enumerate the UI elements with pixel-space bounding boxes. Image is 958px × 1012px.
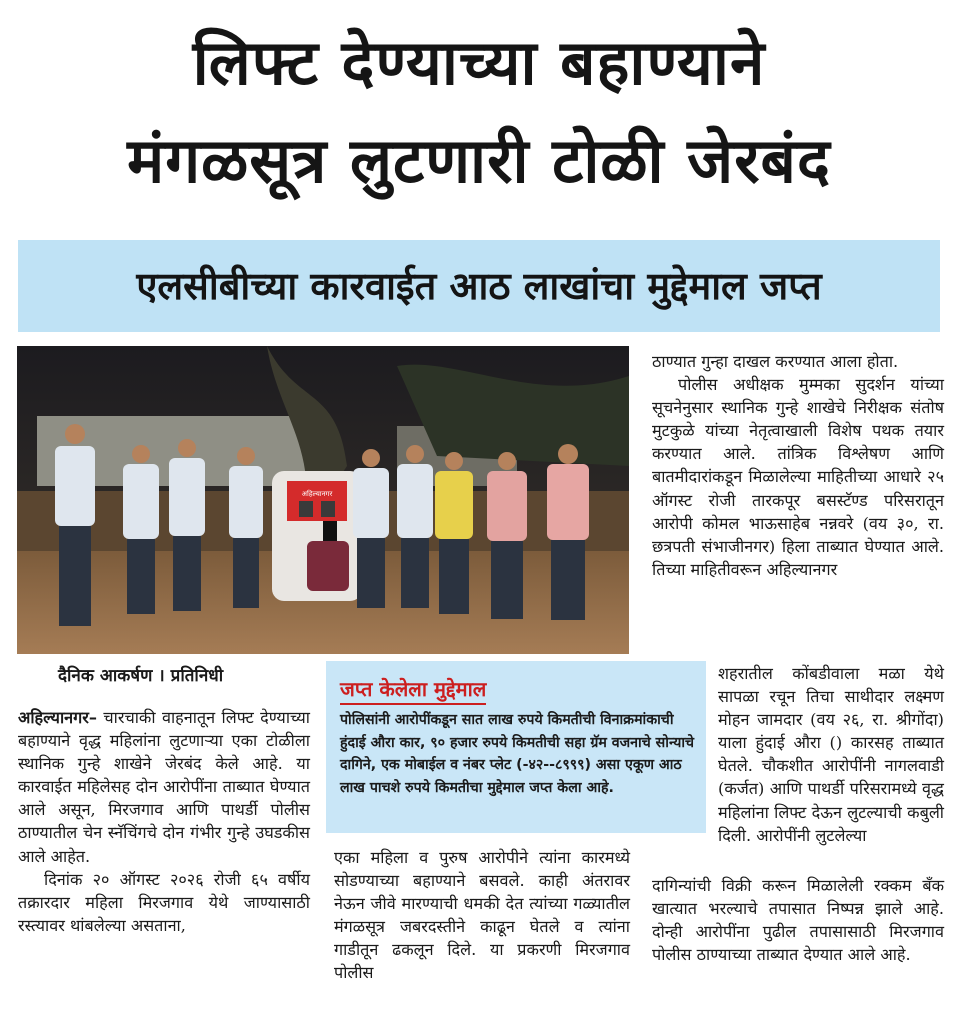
- police-team-photo: [17, 346, 629, 654]
- seized-property-box: [326, 661, 706, 833]
- subheadline-text: एलसीबीच्या कारवाईत आठ लाखांचा मुद्देमाल जप्त: [136, 264, 822, 308]
- dateline: अहिल्यानगर–: [18, 708, 97, 727]
- column3-para3: दागिन्यांची विक्री करून मिळालेली रक्कम बँक खात्यात भरल्याचे तपासात निष्पन्न झाले आहे. दोन्ही आरोपींना पुढील तपासासाठी मिरजगाव पोलीस ठाण्याच्या ताब्यात देण्यात आले आहे.: [652, 876, 944, 965]
- column1-para1: चारचाकी वाहनातून लिफ्ट देण्याच्या बहाण्याने वृद्ध महिलांना लुटणाऱ्या एका टोळीला स्थानिक गुन्हे शाखेने जेरबंद केले आहे. या कारवाईत महिलेसह दोन आरोपींना ताब्यात घेण्यात आले असून, मिरजगाव आणि पाथर्डी पोलीस ठाण्यातील चेन स्नॅचिंगचे दोन गंभीर गुन्हे उघडकीस आले आहेत.: [18, 708, 310, 866]
- article-column-1: [18, 706, 310, 937]
- seized-box-title: जप्त केलेला मुद्देमाल: [340, 677, 487, 701]
- article-column-3-top: [652, 350, 944, 581]
- byline: दैनिक आकर्षण । प्रतिनिधी: [58, 666, 224, 686]
- column2-para1: एका महिला व पुरुष आरोपीने त्यांना कारमध्ये सोडण्याच्या बहाण्याने बसवले. काही अंतरावर नेऊन जीवे मारण्याची धमकी देत त्यांच्या गळ्यातील मंगळसूत्र जबरदस्तीने काढून घेतले व त्यांना गाडीतून ढकलून दिले. या प्रकरणी मिरजगाव पोलीस: [334, 848, 630, 983]
- news-photo: [17, 346, 629, 654]
- column1-para2: दिनांक २० ऑगस्ट २०२६ रोजी ६५ वर्षीय तक्रारदार महिला मिरजगाव येथे जाण्यासाठी रस्त्यावर थांबलेल्या असताना,: [18, 869, 310, 935]
- column3-top-line: ठाण्यात गुन्हा दाखल करण्यात आला होता.: [652, 352, 899, 371]
- headline-line-2: मंगळसूत्र लुटणारी टोळी जेरबंद: [127, 124, 831, 197]
- seized-box-text: पोलिसांनी आरोपींकडून सात लाख रुपये किमतीची विनाक्रमांकाची हुंदाई औरा कार, ९० हजार रुपये किमतीची सहा ग्रॅम वजनाचे सोन्याचे दागिने, एक मोबाईल व नंबर प्लेट (-४२--८९९९) असा एकूण आठ लाख पाचशे रुपये किमतीचा मुद्देमाल जप्त केला आहे.: [340, 712, 695, 796]
- headline-line-1: लिफ्ट देण्याच्या बहाण्याने: [192, 26, 766, 99]
- article-column-3-bottom: [652, 874, 944, 966]
- column3-para2: शहरातील कोंबडीवाला मळा येथे सापळा रचून तिचा साथीदार लक्ष्मण मोहन जामदार (वय २६, रा. श्रीगोंदा) याला हुंदाई औरा () कारसह ताब्यात घेतले. चौकशीत आरोपींनी नागलवाडी (कर्जत) आणि पाथर्डी परिसरामध्ये वृद्ध महिलांना लिफ्ट देऊन लुटल्याची कबुली दिली. आरोपींनी लुटलेल्या: [718, 664, 944, 845]
- article-column-3-middle: [718, 662, 944, 847]
- subheadline-banner: [18, 240, 940, 332]
- placard-text: अहिल्यानगर: [301, 490, 333, 498]
- column3-para1: पोलीस अधीक्षक मुम्मका सुदर्शन यांच्या सूचनेनुसार स्थानिक गुन्हे शाखेचे निरीक्षक संतोष मुटकुळे यांच्या नेतृत्वाखाली विशेष पथक तयार करण्यात आले. तांत्रिक विश्लेषण आणि बातमीदारांकडून मिळालेल्या माहितीच्या आधारे २५ ऑगस्ट रोजी तारकपूर बसस्टॅण्ड परिसरातून आरोपी कोमल भाऊसाहेब नन्नवरे (वय ३०, रा. छत्रपती संभाजीनगर) हिला ताब्यात घेण्यात आले. तिच्या माहितीवरून अहिल्यानगर: [652, 375, 944, 579]
- article-column-2: [334, 846, 630, 985]
